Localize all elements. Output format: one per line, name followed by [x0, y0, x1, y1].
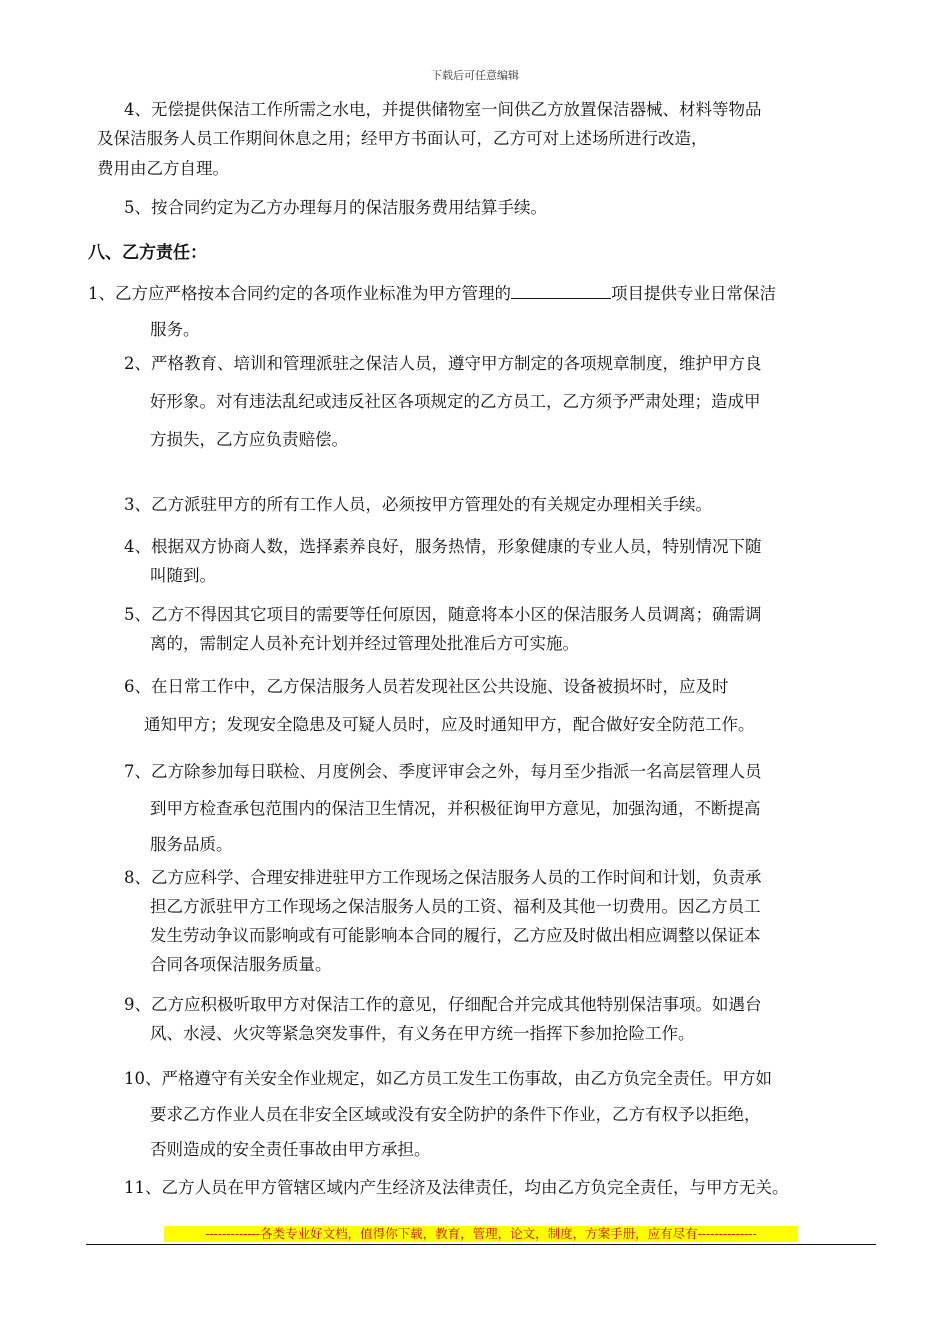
paragraph-line: 要求乙方作业人员在非安全区域或没有安全防护的条件下作业，乙方有权予以拒绝，: [150, 1105, 761, 1124]
paragraph-line: 叫随到。: [150, 566, 216, 585]
paragraph-line: 4、根据双方协商人数，选择素养良好，服务热情，形象健康的专业人员，特别情况下随: [124, 537, 762, 556]
paragraph-line: 否则造成的安全责任事故由甲方承担。: [150, 1140, 431, 1159]
paragraph-line: 离的，需制定人员补充计划并经过管理处批准后方可实施。: [150, 634, 579, 653]
paragraph-line: 2、严格教育、培训和管理派驻之保洁人员，遵守甲方制定的各项规章制度，维护甲方良: [124, 354, 762, 373]
paragraph-line: 5、按合同约定为乙方办理每月的保洁服务费用结算手续。: [124, 198, 547, 217]
paragraph-line: 通知甲方；发现安全隐患及可疑人员时，应及时通知甲方，配合做好安全防范工作。: [144, 715, 755, 734]
clause-1-text-after: 项目提供专业日常保洁: [611, 284, 776, 303]
paragraph-line: 方损失，乙方应负责赔偿。: [150, 430, 348, 449]
paragraph-line: 3、乙方派驻甲方的所有工作人员，必须按甲方管理处的有关规定办理相关手续。: [124, 495, 712, 514]
paragraph-line: 9、乙方应积极听取甲方对保洁工作的意见，仔细配合并完成其他特别保洁事项。如遇台: [124, 995, 762, 1014]
paragraph-line: 服务。: [150, 320, 200, 339]
paragraph-line: 风、水浸、火灾等紧急突发事件，有义务在甲方统一指挥下参加抢险工作。: [150, 1024, 695, 1043]
paragraph-line: 及保洁服务人员工作期间休息之用；经甲方书面认可，乙方可对上述场所进行改造，: [97, 129, 708, 148]
paragraph-line: 担乙方派驻甲方工作现场之保洁服务人员的工资、福利及其他一切费用。因乙方员工: [150, 897, 761, 916]
paragraph-line: 费用由乙方自理。: [97, 159, 229, 178]
paragraph-line: 5、乙方不得因其它项目的需要等任何原因，随意将本小区的保洁服务人员调离；确需调: [124, 605, 762, 624]
footer-banner: -------------各类专业好文档，值得你下载，教育，管理，论文，制度，方案手册，应有尽有--------------: [205, 1226, 757, 1241]
footer-rule: [86, 1244, 876, 1245]
paragraph-line: 4、无偿提供保洁工作所需之水电，并提供储物室一间供乙方放置保洁器械、材料等物品: [124, 100, 762, 119]
paragraph-line: 6、在日常工作中，乙方保洁服务人员若发现社区公共设施、设备被损坏时，应及时: [124, 677, 729, 696]
fill-in-blank: [511, 284, 611, 299]
section-heading: 八、乙方责任：: [88, 243, 207, 263]
paragraph-line: 合同各项保洁服务质量。: [150, 955, 332, 974]
paragraph-line: 8、乙方应科学、合理安排进驻甲方工作现场之保洁服务人员的工作时间和计划，负责承: [124, 868, 762, 887]
paragraph-line: 发生劳动争议而影响或有可能影响本合同的履行，乙方应及时做出相应调整以保证本: [150, 926, 761, 945]
page-header-note: 下载后可任意编辑: [431, 69, 519, 82]
clause-1-line: [88, 284, 776, 304]
paragraph-line: 7、乙方除参加每日联检、月度例会、季度评审会之外，每月至少指派一名高层管理人员: [124, 762, 762, 781]
clause-1-text-before: 1、乙方应严格按本合同约定的各项作业标准为甲方管理的: [88, 284, 511, 303]
paragraph-line: 11、乙方人员在甲方管辖区域内产生经济及法律责任，均由乙方负完全责任，与甲方无关。: [124, 1178, 789, 1197]
paragraph-line: 好形象。对有违法乱纪或违反社区各项规定的乙方员工，乙方须予严肃处理；造成甲: [150, 392, 761, 411]
paragraph-line: 服务品质。: [150, 835, 233, 854]
paragraph-line: 10、严格遵守有关安全作业规定，如乙方员工发生工伤事故，由乙方负完全责任。甲方如: [124, 1069, 772, 1088]
paragraph-line: 到甲方检查承包范围内的保洁卫生情况，并积极征询甲方意见，加强沟通，不断提高: [150, 799, 761, 818]
